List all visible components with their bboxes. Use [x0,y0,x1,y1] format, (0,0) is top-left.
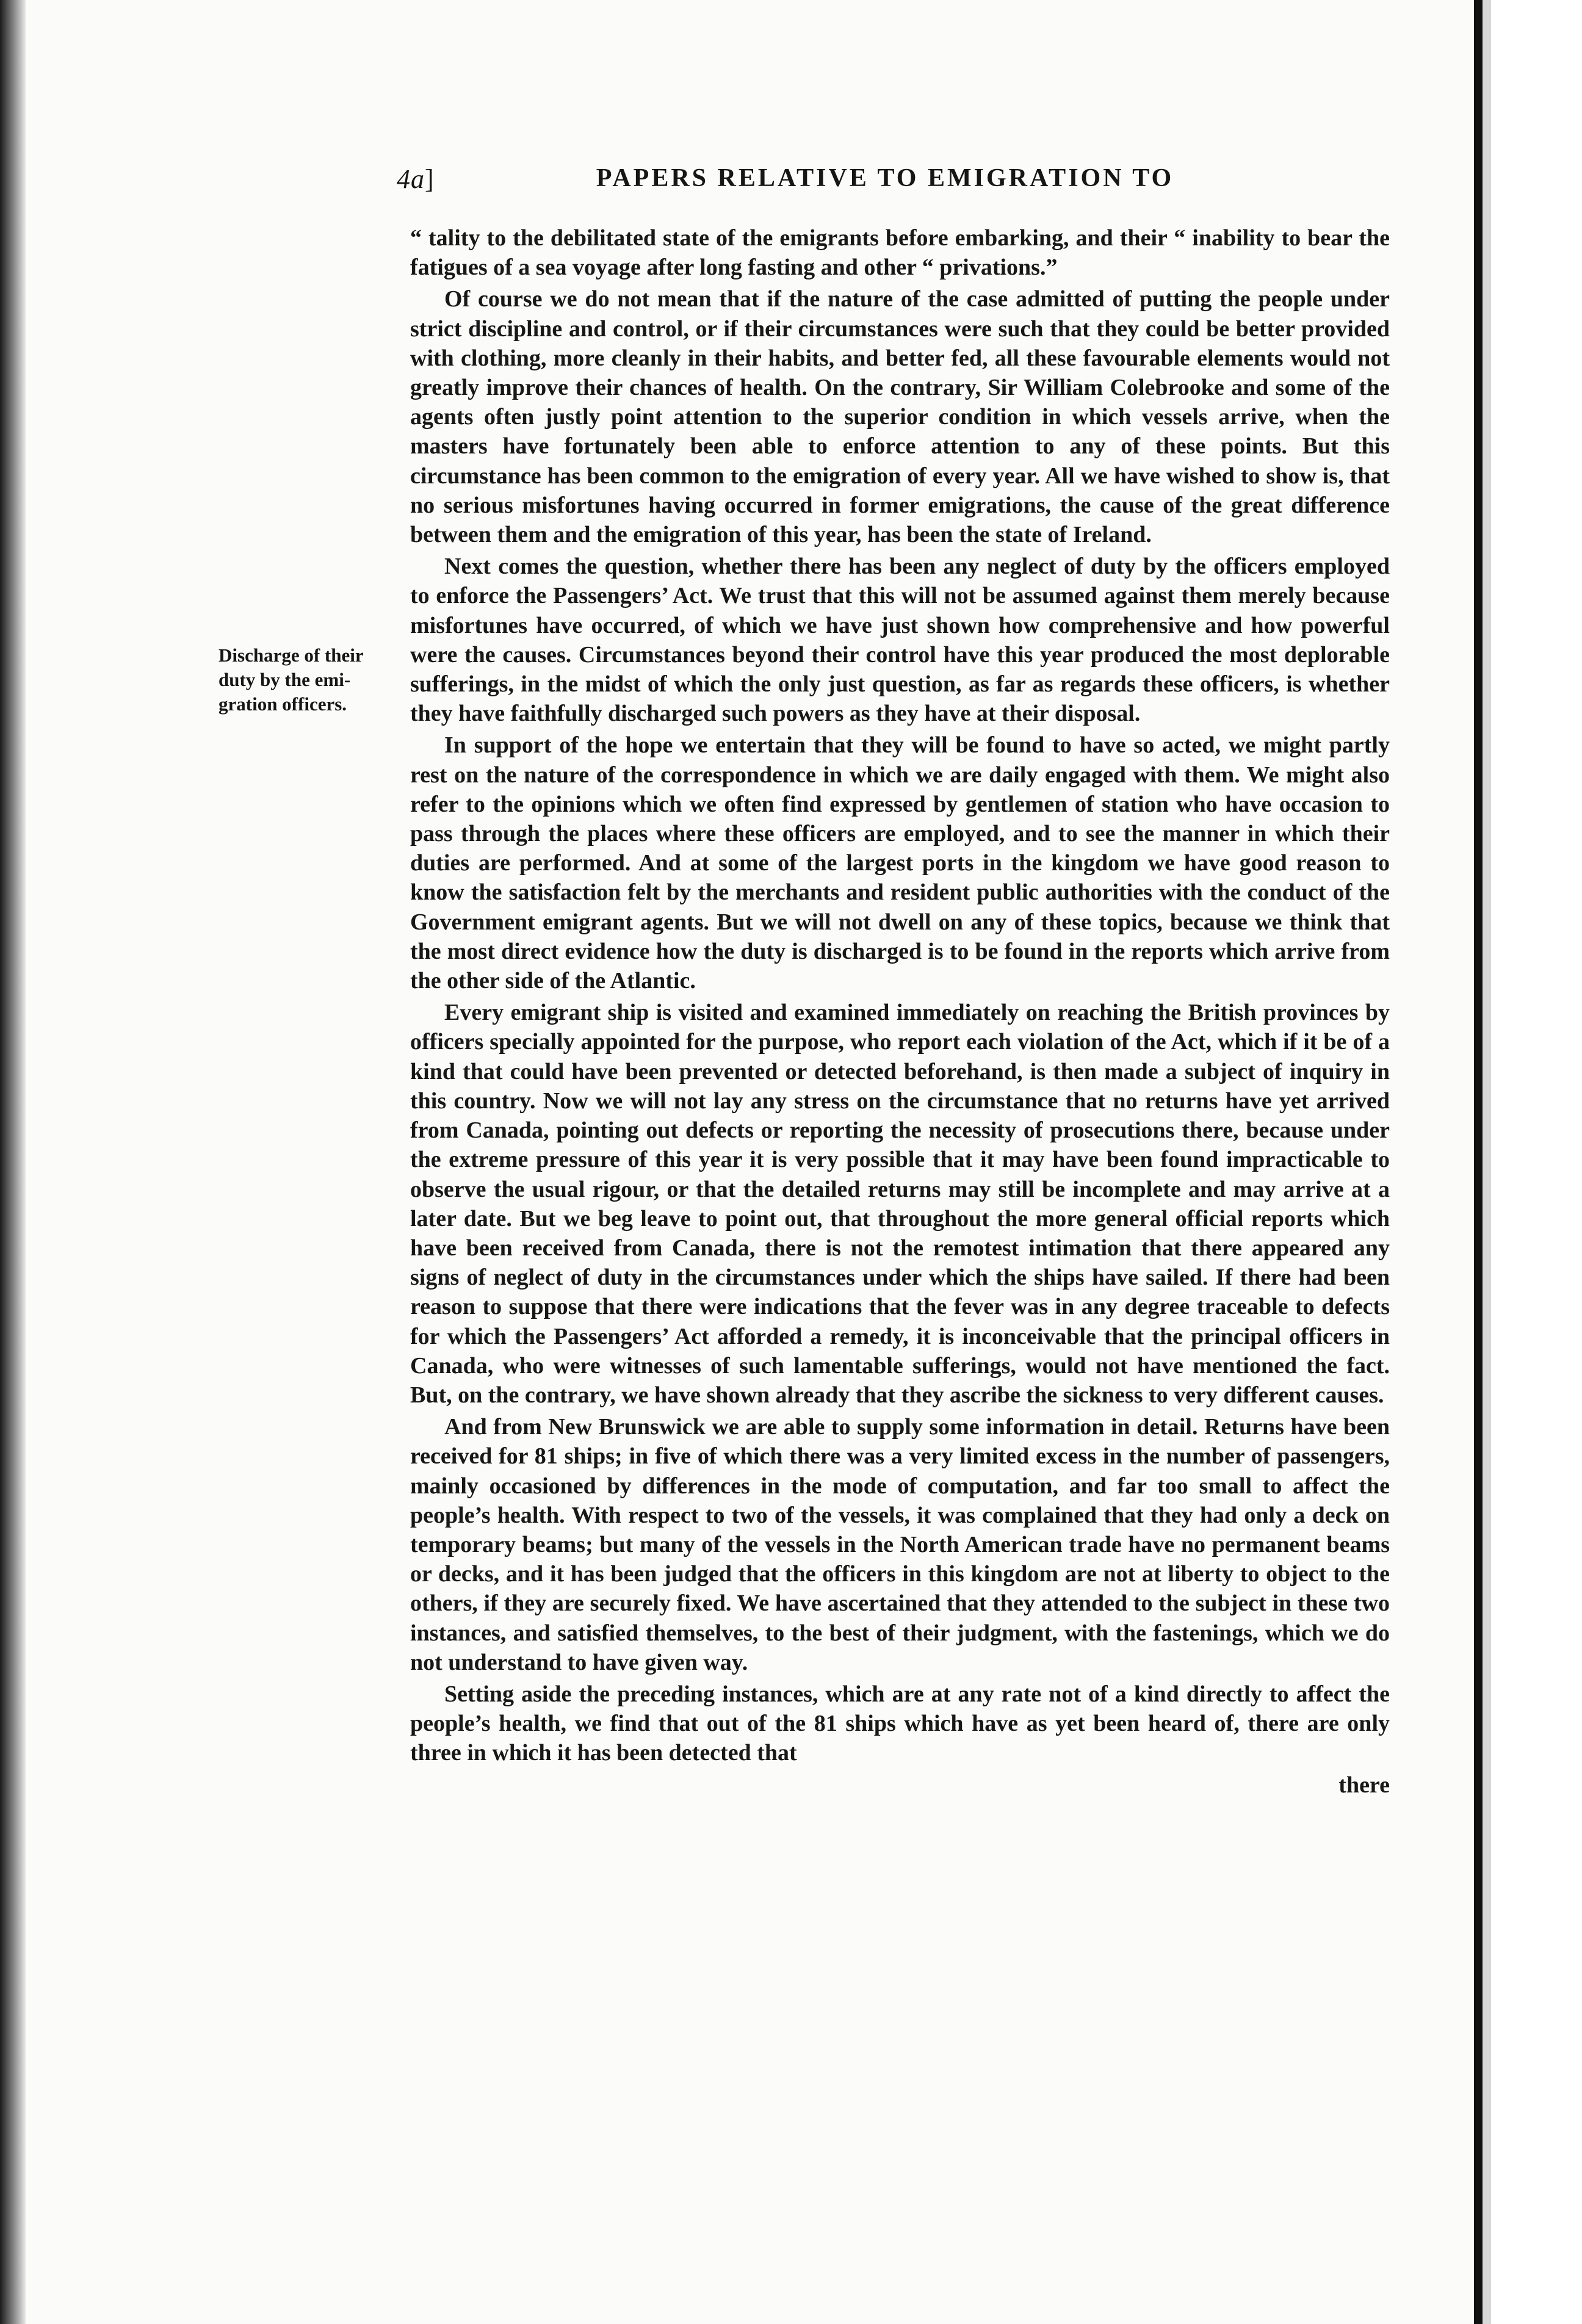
running-title: PAPERS RELATIVE TO EMIGRATION TO [596,164,1174,192]
paragraph-neglect-question: Next comes the question, whether there has been any neglect of duty by the officers employed to enforce the Passengers’ Act. We trust that this will not be assumed against them merely because misfortunes have occurred, of which we have just shown how comprehensive and how powerful were the causes. Circumstances beyond their control have this year produced the most deplorable sufferings, in the midst of which the only just question, as far as regards these officers, is whether they have faithfully discharged such powers as they have at their disposal. [410,554,1390,727]
paragraph-ship-inspection: Every emigrant ship is visited and examined immediately on reaching the British provinces by officers specially appointed for the purpose, who report each violation of the Act, which if it be of a kind that could have been prevented or detected beforehand, is then made a subject of inquiry in this country. Now we will not lay any stress on the circumstance that no returns have yet arrived from Canada, pointing out defects or reporting the necessity of prosecutions there, because under the extreme pressure of this year it is very possible that it may have been found impracticable to observe the usual rigour, or that the detailed returns may still be incomplete and may arrive at a later date. But we beg leave to point out, that throughout the more general official reports which have been received from Canada, there is not the remotest intimation that there appeared any signs of neglect of duty in the circumstances under which the ships have sailed. If there had been reason to suppose that there were indications that the fever was in any degree traceable to defects for which the Passengers’ Act afforded a remedy, it is inconceivable that the principal officers in Canada, who were witnesses of such lamentable sufferings, would not have mentioned the fact. But, on the contrary, we have shown already that they ascribe the sickness to very different causes. [410,1000,1390,1408]
next-page-margin [1491,0,1582,2324]
paragraph-preceding-instances: Setting aside the preceding instances, which are at any rate not of a kind directly to affect the people’s health, we find that out of the 81 ships which have as yet been heard of, there are only three in which it has been detected that [410,1681,1390,1766]
margin-note-line: gration officers. [219,693,347,715]
page-edge-rule [1474,0,1483,2324]
margin-note [219,643,396,716]
paragraph-new-brunswick: And from New Brunswick we are able to supply some information in detail. Returns have been received for 81 ships; in five of which there was a very limited excess in the number of passengers, mainly occasioned by differences in the mode of computation, and far too small to affect the people’s health. With respect to two of the vessels, it was complained that they had only a deck on temporary beams; but many of the vessels in the North American trade have no permanent beams or decks, and it has been judged that the officers in this kingdom are not at liberty to object to the others, if they are securely fixed. We have ascertained that they attended to the subject in these two instances, and satisfied themselves, to the best of their judgment, with the fastenings, which we do not understand to have given way. [410,1414,1390,1675]
margin-note-line: duty by the emi- [219,669,351,690]
paragraph-support-hope: In support of the hope we entertain that they will be found to have so acted, we might partly rest on the nature of the correspondence in which we are daily engaged with them. We might also refer to the opinions which we often find expressed by gentlemen of station who have occasion to pass through the places where these officers are employed, and to see the manner in which their duties are performed. And at some of the largest ports in the kingdom we have good reason to know the satisfaction felt by the merchants and resident public authorities with the conduct of the Government emigrant agents. But we will not dwell on any of these topics, because we think that the most direct evidence how the duty is discharged is to be found in the reports which arrive from the other side of the Atlantic. [410,732,1390,994]
page-header [397,164,1190,203]
body-text [410,223,1390,1800]
binding-shadow [0,0,26,2324]
catchword: there [1338,1772,1390,1798]
page-number [397,164,435,195]
margin-note-line: Discharge of their [219,644,364,666]
page-edge-shade [1483,0,1491,2324]
page-number-text: 4a [397,164,425,194]
paragraph-favourable-elements: Of course we do not mean that if the nature of the case admitted of putting the people under strict discipline and control, or if their circumstances were such that they could be better provided with clothing, more cleanly in their habits, and better fed, all these favourable elements would not greatly improve their chances of health. On the contrary, Sir William Colebrooke and some of the agents often justly point attention to the superior condition in which vessels arrive, when the masters have fortunately been able to enforce attention to any of these points. But this circumstance has been common to the emigration of every year. All we have wished to show is, that no serious misfortunes having occurred in former emigrations, the cause of the great difference between them and the emigration of this year, has been the state of Ireland. [410,286,1390,548]
page-number-bracket: ] [425,164,435,194]
paragraph-quote-end: “ tality to the debilitated state of the emigrants before embarking, and their “ inability to bear the fatigues of a sea voyage after long fasting and other “ privations.” [410,225,1390,281]
